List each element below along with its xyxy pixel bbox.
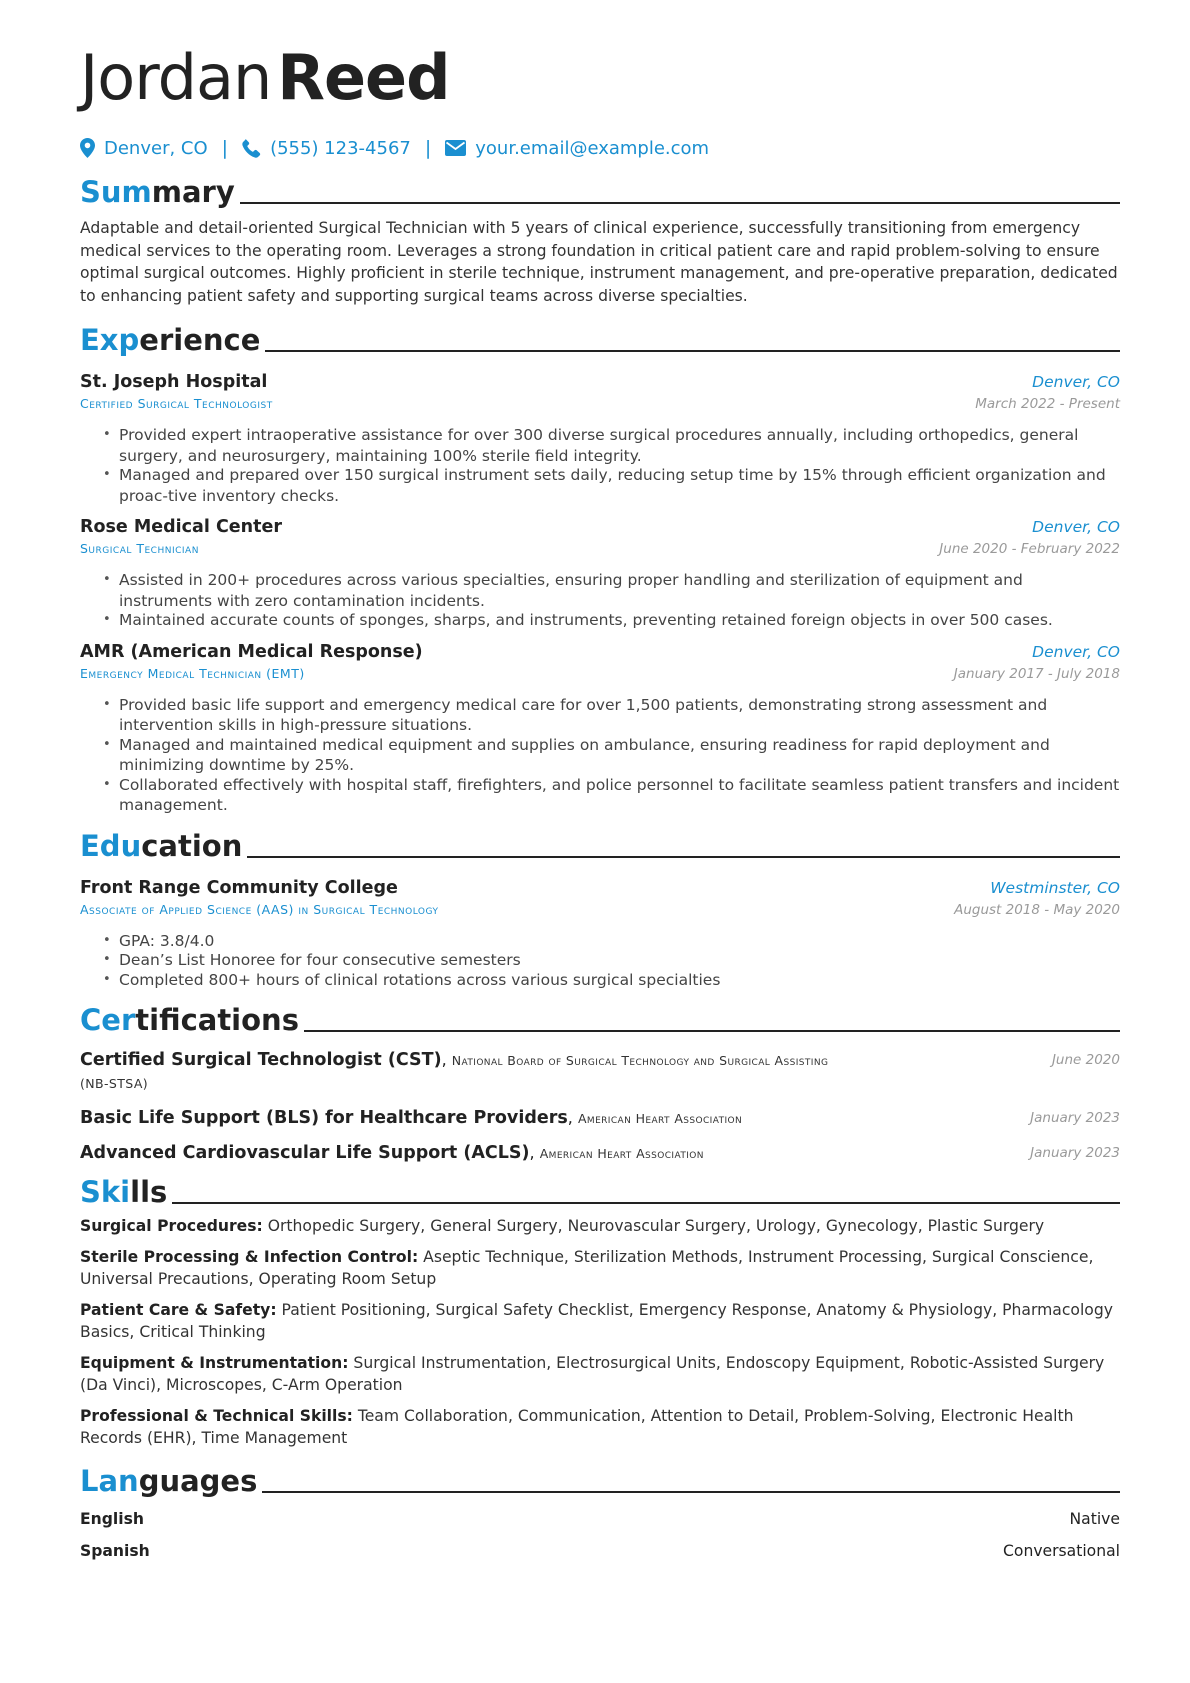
bullet-item: • Dean’s List Honoree for four consecutive semesters: [103, 950, 1120, 971]
certification-issuer: American Heart Association: [539, 1146, 704, 1161]
skill-group: [80, 1299, 1120, 1344]
employer-location: Denver, CO: [1032, 518, 1120, 536]
bullet-item: • Managed and prepared over 150 surgical instrument sets daily, reducing setup time by 15% through efficient organization and proac-tive inventory checks.: [103, 465, 1120, 506]
section-title-accent: Cer: [80, 1003, 136, 1037]
envelope-icon: [445, 140, 466, 156]
section-title-accent: Exp: [80, 323, 140, 357]
section-rule: [304, 1030, 1120, 1032]
certification-date: June 2020: [1051, 1052, 1120, 1068]
employer-location: Denver, CO: [1032, 373, 1120, 391]
experience-entry: [80, 515, 1120, 631]
section-languages-heading: [80, 1462, 1120, 1498]
section-title: [80, 1464, 257, 1498]
bullet-item: • Managed and maintained medical equipment and supplies on ambulance, ensuring readiness for rapid deployment and minimizing downtime by 25%.: [103, 735, 1120, 776]
section-certifications-heading: [80, 1001, 1120, 1037]
skill-group-values: Aseptic Technique, Sterilization Methods, Instrument Processing, Surgical Conscience, Universal Precautions, Operating Room Setup: [80, 1247, 1094, 1288]
skill-group: [80, 1352, 1120, 1397]
phone-text: (555) 123-4567: [270, 137, 411, 159]
experience-entry: [80, 640, 1120, 816]
employment-dates: June 2020 - February 2022: [939, 541, 1120, 557]
section-title: [80, 829, 242, 863]
bullet-item: • GPA: 3.8/4.0: [103, 931, 1120, 952]
contact-location: [80, 138, 208, 159]
contact-separator: |: [221, 137, 229, 159]
skill-group-label: Patient Care & Safety:: [80, 1300, 277, 1319]
school-name: Front Range Community College: [80, 877, 398, 898]
bullet-item: • Provided basic life support and emergency medical care for over 1,500 patients, demonstrating strong assessment and intervention skills in high-pressure situations.: [103, 695, 1120, 736]
certification-item: Certified Surgical Technologist (CST), National Board of Surgical Technology and Surgical Assisting (NB-STSA) June 2020: [80, 1050, 1120, 1091]
contact-bar: [80, 136, 1120, 160]
section-title-rest: cation: [141, 828, 243, 863]
section-title-accent: Edu: [80, 828, 142, 863]
section-summary-heading: [80, 173, 1120, 209]
skill-group-values: Surgical Instrumentation, Electrosurgical Units, Endoscopy Equipment, Robotic-Assisted Surgery (Da Vinci), Microscopes, C-Arm Operation: [80, 1353, 1105, 1394]
bullet-item: • Maintained accurate counts of sponges, sharps, and instruments, preventing retained foreign objects in over 500 cases.: [103, 610, 1120, 631]
section-rule: [247, 856, 1120, 858]
language-item: [80, 1508, 1120, 1530]
section-title-rest: guages: [138, 1463, 258, 1498]
bullet-list: [103, 570, 1120, 631]
skill-group: [80, 1405, 1120, 1450]
skill-group-values: Orthopedic Surgery, General Surgery, Neurovascular Surgery, Urology, Gynecology, Plastic Surgery: [267, 1217, 1045, 1235]
certification-item: Advanced Cardiovascular Life Support (ACLS), American Heart Association January 2023: [80, 1143, 1120, 1163]
language-name: Spanish: [80, 1541, 150, 1560]
contact-phone[interactable]: [242, 138, 411, 159]
skill-group-values: Patient Positioning, Surgical Safety Checklist, Emergency Response, Anatomy & Physiology, Pharmacology Basics, Critical Thinking: [80, 1300, 1113, 1341]
language-item: [80, 1540, 1120, 1562]
employer-name: AMR (American Medical Response): [80, 641, 423, 662]
skill-group-label: Surgical Procedures:: [80, 1217, 263, 1235]
section-title: [80, 175, 235, 209]
bullet-list: [103, 425, 1120, 506]
contact-email[interactable]: [445, 138, 709, 159]
section-experience-heading: [80, 321, 1120, 357]
skill-group-values: Team Collaboration, Communication, Attention to Detail, Problem-Solving, Electronic Health Records (EHR), Time Management: [80, 1406, 1074, 1447]
certification-date: January 2023: [1030, 1110, 1120, 1126]
section-rule: [265, 350, 1120, 352]
certification-name: Advanced Cardiovascular Life Support (ACLS): [80, 1143, 530, 1163]
section-skills-heading: [80, 1173, 1120, 1209]
language-level: Conversational: [1003, 1541, 1120, 1560]
phone-icon: [242, 139, 261, 158]
section-title-rest: lls: [130, 1175, 168, 1209]
section-title-rest: mary: [151, 175, 235, 209]
candidate-name: [80, 42, 1120, 114]
employer-name: St. Joseph Hospital: [80, 372, 268, 392]
last-name: Reed: [277, 41, 450, 114]
section-rule: [240, 202, 1120, 204]
section-title: [80, 323, 260, 357]
summary-text: Adaptable and detail-oriented Surgical Technician with 5 years of clinical experience, successfully transitioning from emergency medical services to the operating room. Leverages a strong foundation in critical patient care and rapid problem-solving to ensure optimal surgical outcomes. Highly proficient in sterile technique, instrument management, and pre-operative preparation, dedicated to enhancing patient safety and supporting surgical teams across diverse specialties.: [80, 219, 1118, 305]
email-text: your.email@example.com: [475, 137, 710, 159]
language-name: English: [80, 1509, 144, 1528]
contact-separator: |: [424, 137, 432, 159]
section-rule: [262, 1491, 1120, 1493]
job-title: Emergency Medical Technician (EMT): [80, 665, 305, 681]
certification-date: January 2023: [1030, 1145, 1120, 1161]
section-title-accent: Lan: [80, 1463, 139, 1498]
school-location: Westminster, CO: [990, 878, 1120, 897]
bullet-item: • Completed 800+ hours of clinical rotations across various surgical specialties: [103, 970, 1120, 991]
experience-entry: [80, 370, 1120, 506]
certification-name: Basic Life Support (BLS) for Healthcare Providers: [80, 1108, 568, 1128]
employment-dates: March 2022 - Present: [975, 396, 1120, 412]
employer-name: Rose Medical Center: [80, 517, 282, 537]
certification-item: Basic Life Support (BLS) for Healthcare Providers, American Heart Association January 2023: [80, 1108, 1120, 1128]
bullet-item: • Provided expert intraoperative assistance for over 300 diverse surgical procedures annually, including orthopedics, general surgery, and neurosurgery, maintaining 100% sterile field integrity.: [103, 425, 1120, 466]
certification-name: Certified Surgical Technologist (CST): [80, 1050, 442, 1070]
skill-group: [80, 1246, 1120, 1291]
skill-group-label: Professional & Technical Skills:: [80, 1406, 353, 1425]
job-title: Surgical Technician: [80, 541, 199, 556]
section-title-accent: Sum: [80, 175, 152, 209]
skill-group-label: Sterile Processing & Infection Control:: [80, 1247, 419, 1266]
bullet-item: • Assisted in 200+ procedures across various specialties, ensuring proper handling and sterilization of equipment and instruments with zero contamination incidents.: [103, 570, 1120, 611]
section-title-rest: tifications: [135, 1003, 299, 1037]
education-entry: [80, 876, 1120, 991]
skill-group-label: Equipment & Instrumentation:: [80, 1353, 349, 1372]
section-title: [80, 1003, 299, 1037]
employer-location: Denver, CO: [1032, 642, 1120, 661]
location-text: Denver, CO: [104, 137, 208, 159]
certification-issuer: National Board of Surgical Technology and Surgical Assisting (NB-STSA): [80, 1053, 829, 1091]
degree-title: Associate of Applied Science (AAS) in Surgical Technology: [80, 901, 439, 917]
bullet-item: • Collaborated effectively with hospital staff, firefighters, and police personnel to facilitate seamless patient transfers and incident management.: [103, 775, 1120, 816]
map-pin-icon: [80, 138, 95, 158]
section-title-accent: Ski: [80, 1175, 131, 1209]
bullet-list: [103, 931, 1120, 991]
section-education-heading: [80, 827, 1120, 863]
education-dates: August 2018 - May 2020: [954, 901, 1120, 918]
section-title: [80, 1175, 167, 1209]
bullet-list: [103, 695, 1120, 816]
language-level: Native: [1069, 1509, 1120, 1528]
section-rule: [172, 1202, 1120, 1204]
first-name: Jordan: [80, 41, 272, 114]
certification-issuer: American Heart Association: [577, 1111, 743, 1126]
job-title: Certified Surgical Technologist: [80, 396, 273, 411]
section-title-rest: erience: [139, 323, 261, 357]
employment-dates: January 2017 - July 2018: [953, 665, 1120, 682]
skill-group: [80, 1215, 1120, 1238]
